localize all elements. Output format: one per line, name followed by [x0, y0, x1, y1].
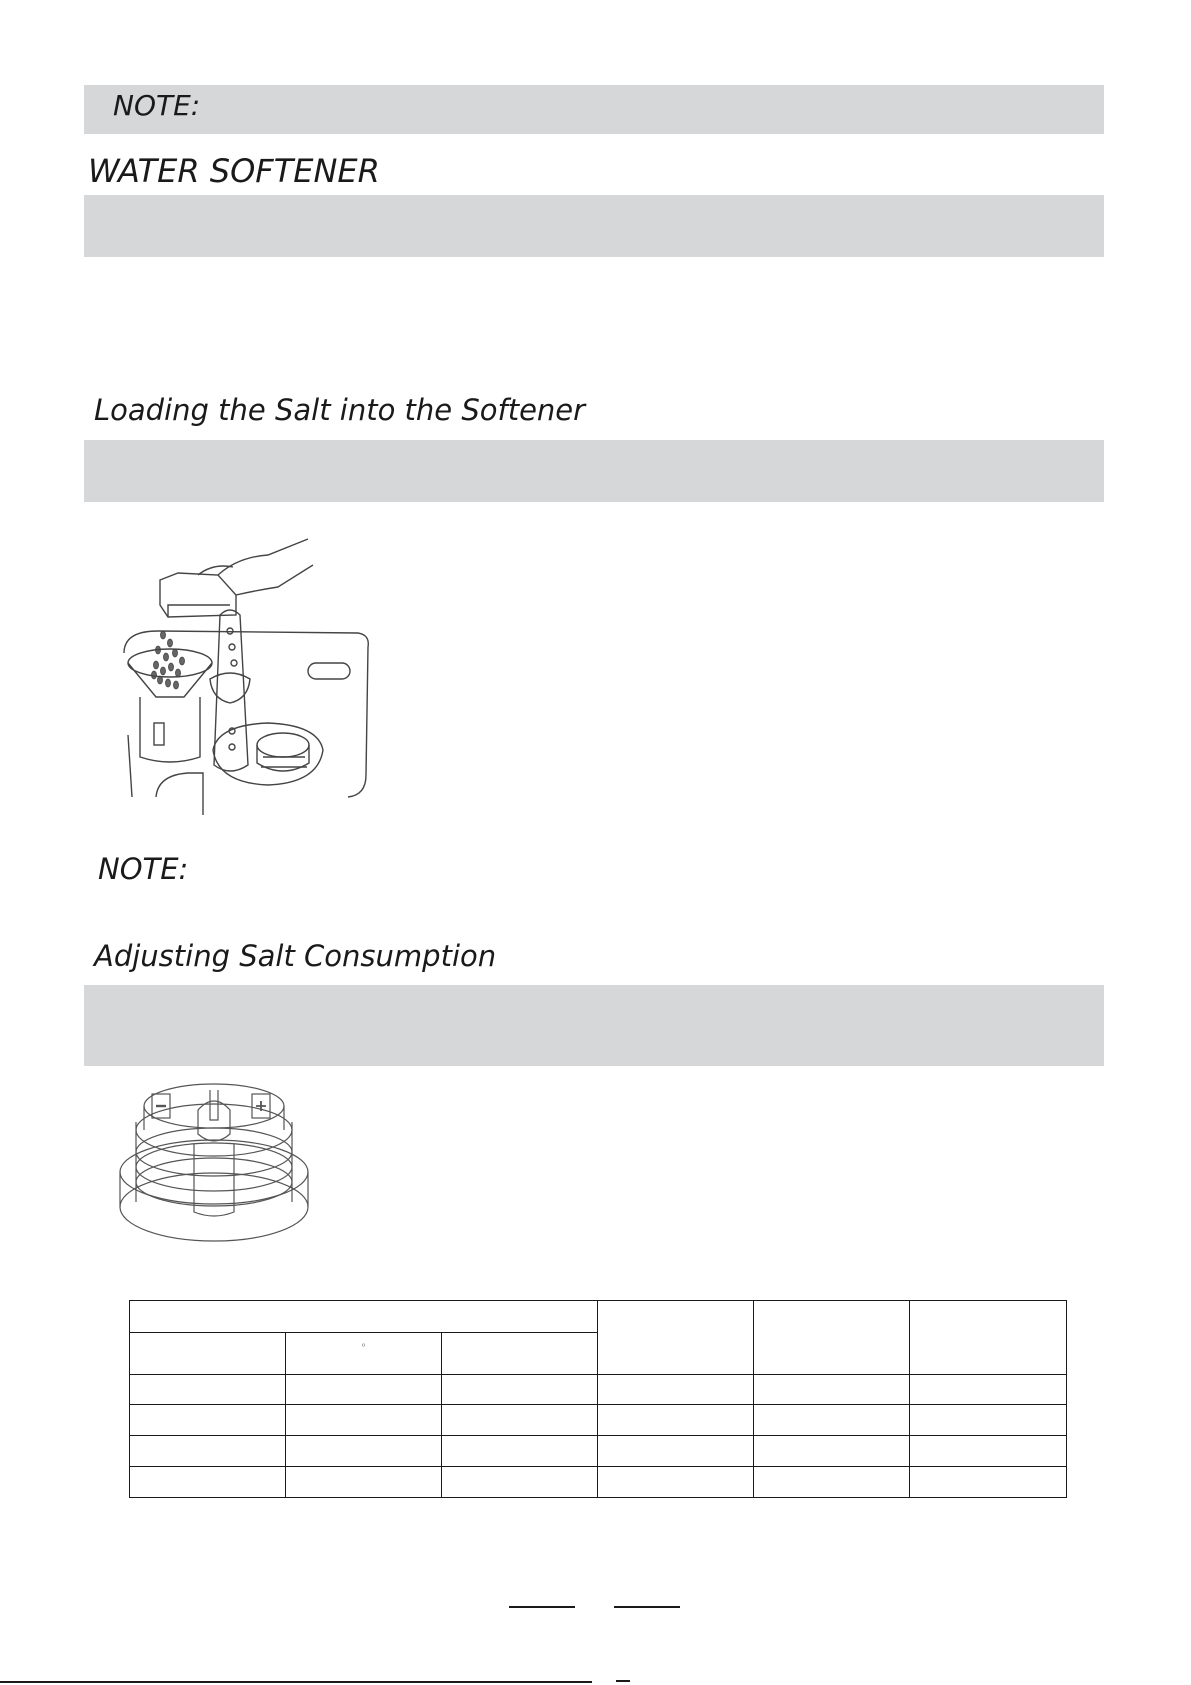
note-label-top: NOTE:	[113, 89, 201, 122]
page-number-underline-left	[509, 1606, 575, 1608]
table-row	[130, 1436, 1067, 1467]
bottom-rule	[0, 1681, 592, 1683]
water-softener-heading: WATER SOFTENER	[88, 152, 380, 190]
water-softener-bar	[84, 195, 1104, 257]
table-header-cell	[598, 1301, 754, 1375]
salt-loading-illustration	[118, 535, 378, 815]
table-header-row-1	[130, 1301, 1067, 1333]
salt-dial-illustration	[114, 1072, 314, 1252]
table-header-cell	[754, 1301, 910, 1375]
table-row	[130, 1405, 1067, 1436]
note-bar-top	[84, 85, 1104, 134]
adjusting-salt-heading: Adjusting Salt Consumption	[94, 939, 497, 973]
loading-salt-heading: Loading the Salt into the Softener	[94, 393, 586, 427]
table-header-cell	[910, 1301, 1067, 1375]
salt-consumption-table	[129, 1300, 1067, 1498]
note-label-mid: NOTE:	[98, 852, 189, 886]
page-number-underline-right	[614, 1606, 680, 1608]
table-row	[130, 1375, 1067, 1405]
table-header-cell	[286, 1333, 442, 1375]
table-header-cell	[130, 1333, 286, 1375]
loading-salt-bar	[84, 440, 1104, 502]
table-header-cell	[130, 1301, 598, 1333]
table-row	[130, 1467, 1067, 1498]
degree-mark: °	[361, 1343, 366, 1354]
table-header-cell	[442, 1333, 598, 1375]
adjusting-salt-bar	[84, 985, 1104, 1066]
salt-grains	[152, 631, 185, 689]
bottom-rule-mark	[616, 1680, 630, 1682]
